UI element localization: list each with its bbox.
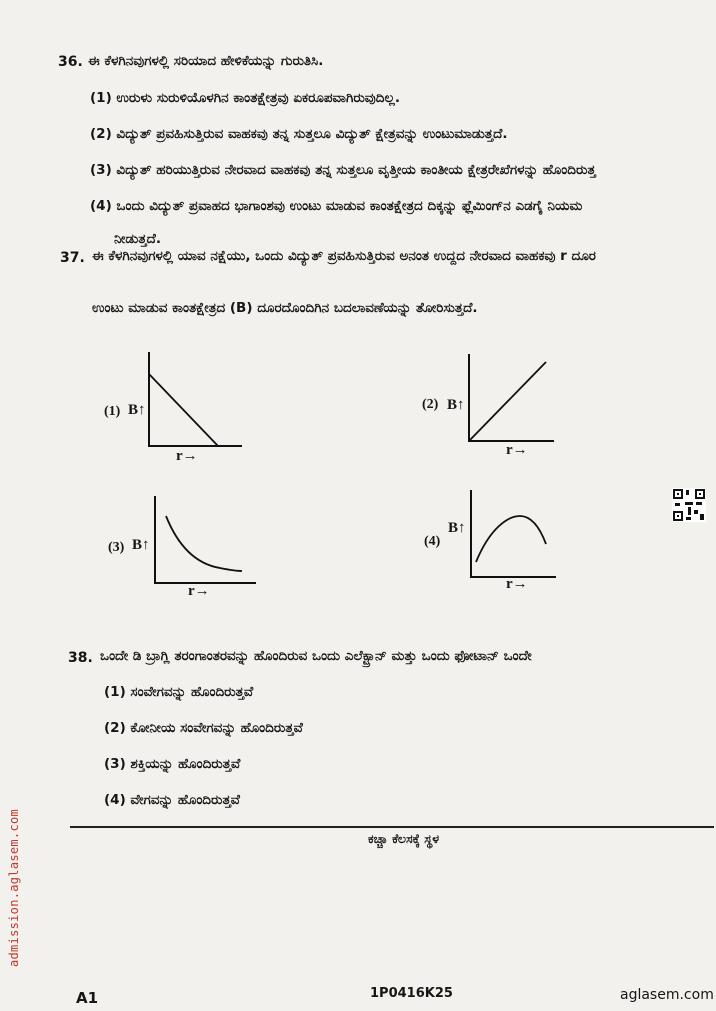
graph-4-axes bbox=[471, 490, 556, 577]
rough-work-label: ಕಚ್ಚಾ ಕೆಲಸಕ್ಕೆ ಸ್ಥಳ bbox=[368, 831, 439, 846]
q36-option-2[interactable]: (2) ವಿದ್ಯುತ್ ಪ್ರವಹಿಸುತ್ತಿರುವ ವಾಹಕವು ತನ್ನ ಸುತ್ತಲೂ ವಿದ್ಯುತ್ ಕ್ಷೇತ್ರವನ್ನು ಉಂಟುಮಾಡುತ್ತದೆ. bbox=[90, 126, 508, 142]
question-36-number: 36. bbox=[58, 54, 83, 70]
graph-2-y-axis-label: B↑ bbox=[447, 397, 465, 413]
graph-4-plot bbox=[468, 488, 558, 580]
graph-2-curve bbox=[469, 362, 546, 441]
graph-2-label[interactable]: (2) bbox=[422, 397, 439, 412]
graph-3-axes bbox=[155, 496, 256, 583]
graph-4-curve bbox=[476, 516, 546, 562]
q38-option-3[interactable]: (3) ಶಕ್ತಿಯನ್ನು ಹೊಂದಿರುತ್ತವೆ bbox=[104, 756, 241, 772]
footer-paper-code: 1P0416K25 bbox=[370, 986, 453, 1001]
q36-option-4-continuation: ನೀಡುತ್ತದೆ. bbox=[114, 231, 161, 247]
q36-option-3[interactable]: (3) ವಿದ್ಯುತ್ ಹರಿಯುತ್ತಿರುವ ನೇರವಾದ ವಾಹಕವು ತನ್ನ ಸುತ್ತಲೂ ವೃತ್ತೀಯ ಕಾಂತೀಯ ಕ್ಷೇತ್ರರೇಖೆಗಳನ್ನು ಹೊಂದಿರುತ್ತ bbox=[90, 162, 596, 178]
graph-2-x-axis-label: r→ bbox=[506, 442, 528, 458]
question-36-stem: ಈ ಕೆಳಗಿನವುಗಳಲ್ಲಿ ಸರಿಯಾದ ಹೇಳಿಕೆಯನ್ನು ಗುರುತಿಸಿ. bbox=[88, 53, 324, 69]
q38-option-4[interactable]: (4) ವೇಗವನ್ನು ಹೊಂದಿರುತ್ತವೆ bbox=[104, 792, 240, 808]
qr-code bbox=[672, 488, 706, 522]
graph-2-plot bbox=[466, 352, 556, 444]
graph-3-plot bbox=[152, 494, 258, 586]
q36-option-4[interactable]: (4) ಒಂದು ವಿದ್ಯುತ್ ಪ್ರವಾಹದ ಭಾಗಾಂಶವು ಉಂಟು ಮಾಡುವ ಕಾಂತಕ್ಷೇತ್ರದ ದಿಕ್ಕನ್ನು ಫ್ಲೆಮಿಂಗ್‌ನ ಎಡಗೈ ನಿಯಮ bbox=[90, 198, 583, 214]
graph-4-label[interactable]: (4) bbox=[424, 534, 441, 549]
question-38-number: 38. bbox=[68, 650, 93, 666]
q38-option-2[interactable]: (2) ಕೋನೀಯ ಸಂವೇಗವನ್ನು ಹೊಂದಿರುತ್ತವೆ bbox=[104, 720, 303, 736]
question-37-stem-line-2: ಉಂಟು ಮಾಡುವ ಕಾಂತಕ್ಷೇತ್ರದ (B) ದೂರದೊಂದಿಗಿನ ಬದಲಾವಣೆಯನ್ನು ತೋರಿಸುತ್ತದೆ. bbox=[92, 300, 478, 316]
graph-3-label[interactable]: (3) bbox=[108, 540, 125, 555]
footer-site[interactable]: aglasem.com bbox=[620, 987, 714, 1003]
question-38-stem: ಒಂದೇ ಡಿ ಬ್ರಾಗ್ಲಿ ತರಂಗಾಂತರವನ್ನು ಹೊಂದಿರುವ ಒಂದು ಎಲೆಕ್ಟ್ರಾನ್ ಮತ್ತು ಒಂದು ಫೋಟಾನ್ ಒಂದೇ bbox=[100, 648, 532, 664]
graph-1-plot bbox=[146, 350, 246, 450]
graph-4-x-axis-label: r→ bbox=[506, 576, 528, 592]
question-37-number: 37. bbox=[60, 250, 85, 266]
q36-option-1[interactable]: (1) ಉರುಳು ಸುರುಳಿಯೊಳಗಿನ ಕಾಂತಕ್ಷೇತ್ರವು ಏಕರೂಪವಾಗಿರುವುದಿಲ್ಲ. bbox=[90, 90, 400, 106]
q38-option-1[interactable]: (1) ಸಂವೇಗವನ್ನು ಹೊಂದಿರುತ್ತವೆ bbox=[104, 684, 254, 700]
footer-page-code: A1 bbox=[76, 989, 99, 1007]
side-watermark: admission.aglasem.com bbox=[7, 808, 21, 967]
graph-1-label[interactable]: (1) bbox=[104, 404, 121, 419]
section-divider bbox=[70, 826, 714, 828]
graph-1-x-axis-label: r→ bbox=[176, 448, 198, 464]
graph-1-axes bbox=[149, 352, 242, 446]
graph-1-curve bbox=[149, 374, 218, 446]
question-37-stem-line-1: ಈ ಕೆಳಗಿನವುಗಳಲ್ಲಿ ಯಾವ ನಕ್ಷೆಯು, ಒಂದು ವಿದ್ಯುತ್ ಪ್ರವಹಿಸುತ್ತಿರುವ ಅನಂತ ಉದ್ದದ ನೇರವಾದ ವಾಹಕವು r ದೂರ bbox=[92, 248, 596, 264]
graph-1-y-axis-label: B↑ bbox=[128, 402, 146, 418]
graph-3-x-axis-label: r→ bbox=[188, 583, 210, 599]
graph-3-curve bbox=[166, 516, 242, 571]
graph-3-y-axis-label: B↑ bbox=[132, 537, 150, 553]
graph-4-y-axis-label: B↑ bbox=[448, 520, 466, 536]
